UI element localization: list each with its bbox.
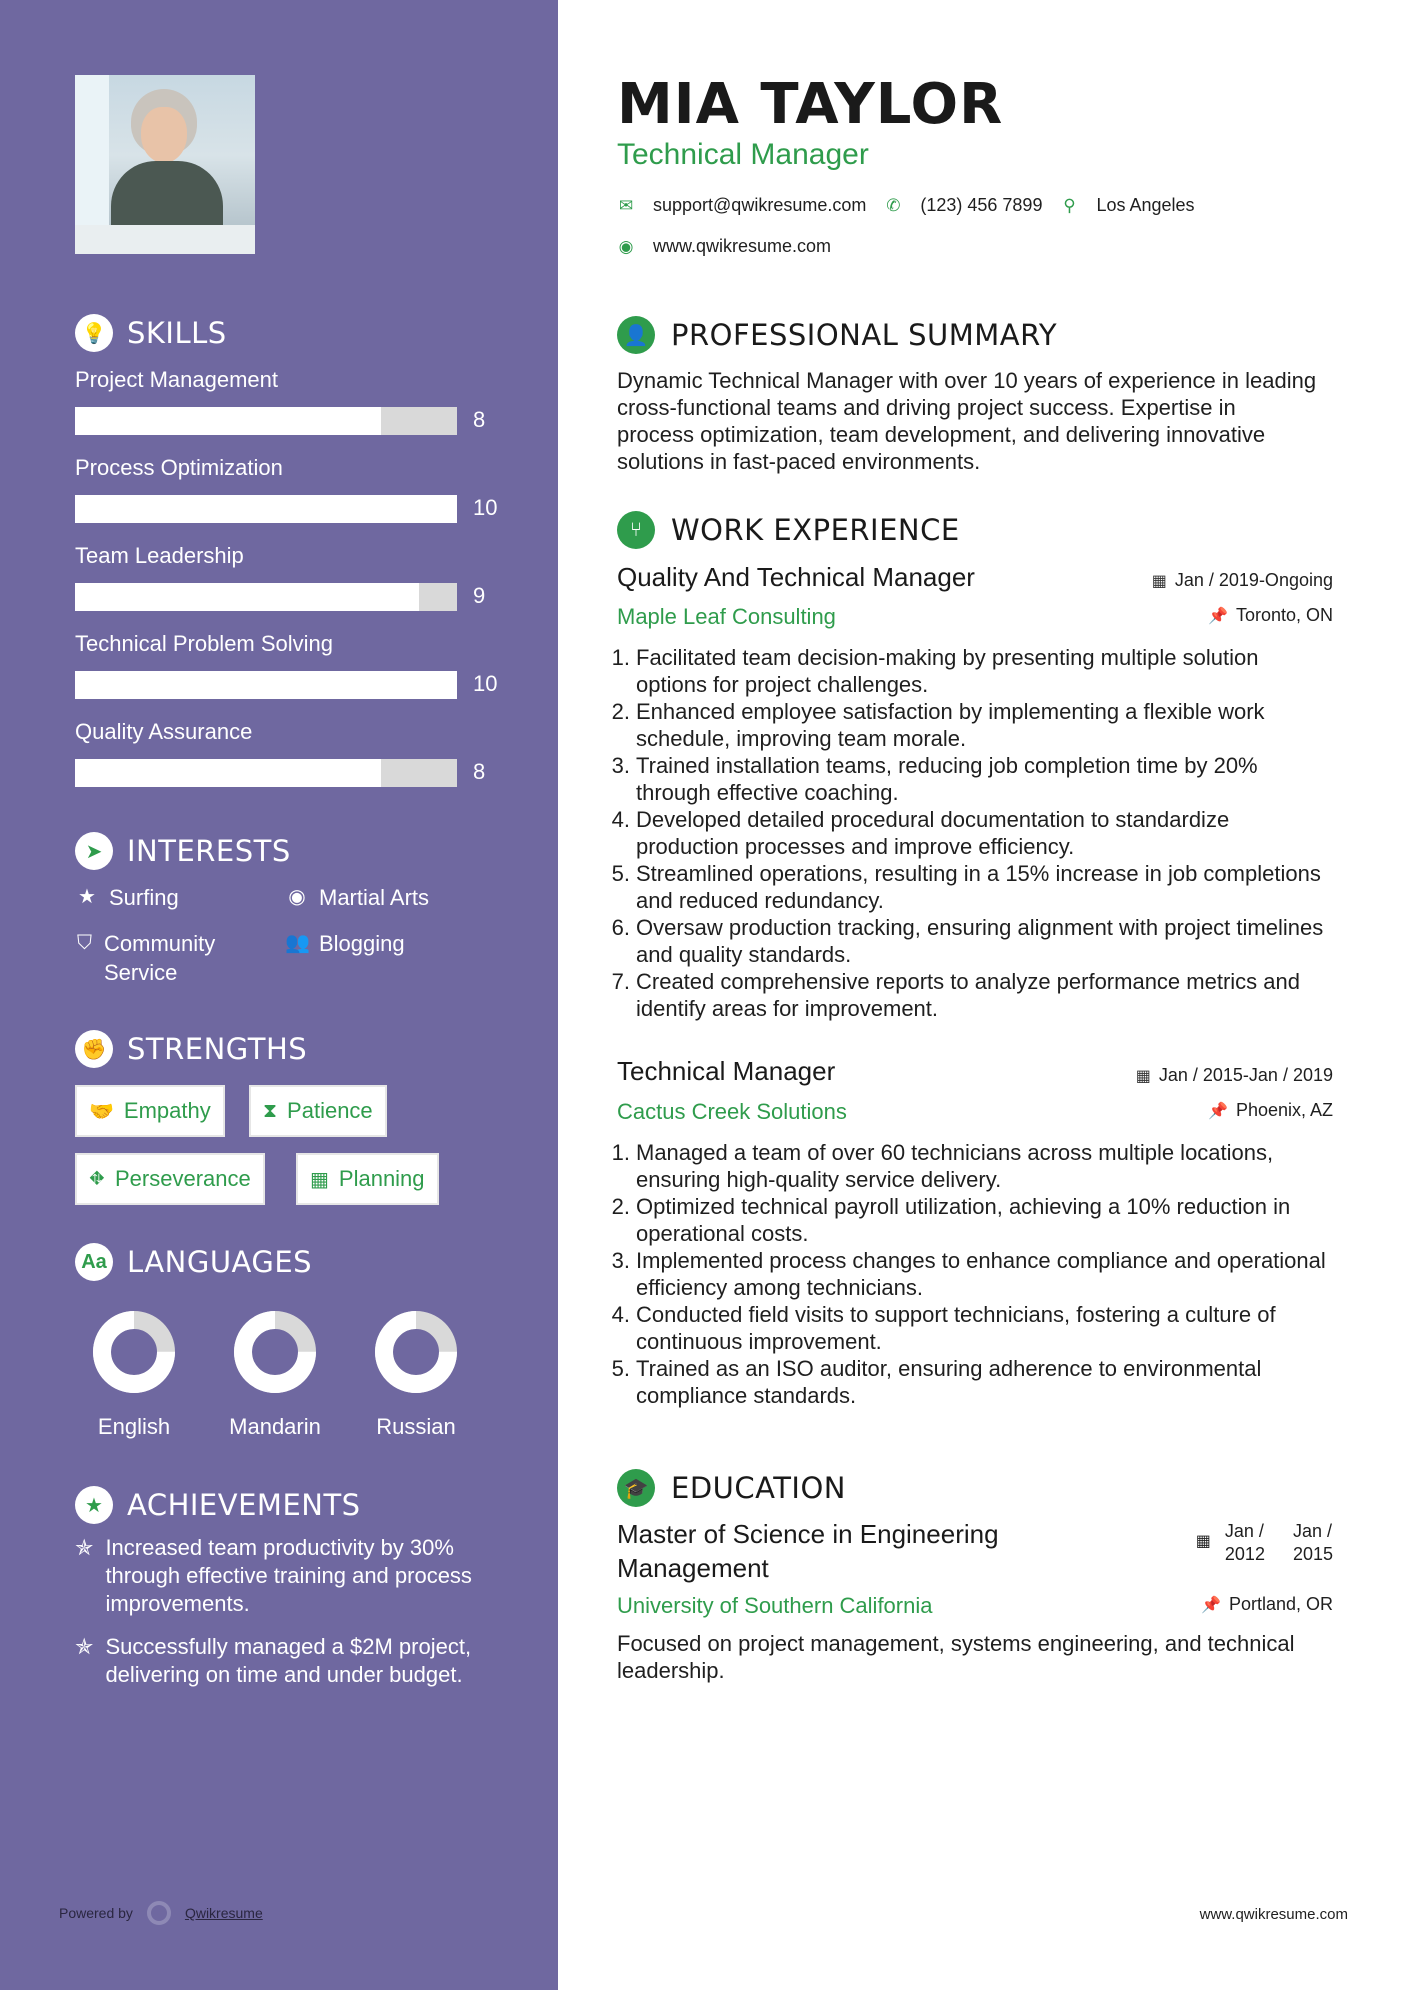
bullet-text: Developed detailed procedural documentation to standardize production processes and improve efficiency. [636,807,1230,859]
skill-value: 8 [473,407,486,432]
job-dates [1136,1065,1333,1086]
shield-icon: ⛉ [77,932,92,954]
experience-heading: WORK EXPERIENCE [671,513,960,547]
list-item: 5. Streamlined operations, resulting in a 15% increase in job completions and reduced redundancy. [606,860,1326,914]
date-line: Jan / [1292,1521,1332,1541]
language-ring [374,1310,458,1394]
qwikresume-logo-icon [147,1901,171,1925]
skill-value: 10 [473,495,498,520]
contact-location: Los Angeles [1096,195,1195,215]
interest-item [75,883,179,912]
education-section-title [617,1469,846,1507]
envelope-icon: ✉ [618,195,634,215]
calendar-icon: ▦ [310,1168,329,1191]
job-location [1208,1100,1333,1121]
strength-label: Perseverance [115,1166,251,1191]
interests-section-title [75,832,291,870]
interest-label: Community Service [104,931,216,985]
list-item: 3. Implemented process changes to enhance compliance and operational efficiency among technicians. [611,1248,1326,1300]
skill-bar [75,759,457,787]
contact-row-website [617,236,831,257]
date-line: Jan / [1224,1521,1264,1541]
strengths-heading: STRENGTHS [127,1032,308,1066]
summary-text: Dynamic Technical Manager with over 10 years of experience in leading cross-functional teams and driving project success. Expertise in process optimization, team development, and delivering innovative solutions in fast-paced environments. [617,368,1317,474]
powered-by-label: Powered by [59,1905,133,1921]
skill-value: 9 [473,583,486,608]
achievement-text: Increased team productivity by 30% through effective training and process improvements. [105,1535,472,1616]
location-pin-icon: ⚲ [1063,195,1076,215]
job-location-text: Toronto, ON [1235,605,1333,625]
skill-label: Process Optimization [75,455,283,480]
list-item: 5. Trained as an ISO auditor, ensuring adherence to environmental compliance standards. [606,1355,1326,1409]
pin-icon: 📌 [1201,1596,1221,1614]
star-icon: ✯ [75,1535,94,1560]
job-location [1208,605,1333,626]
bullet-text: Streamlined operations, resulting in a 15% increase in job completions and reduced redundancy. [636,861,1321,913]
star-badge-icon: ★ [75,1486,113,1524]
list-item: 1. Facilitated team decision-making by presenting multiple solution options for project challenges. [606,644,1326,698]
achievement-item [75,1633,495,1689]
qwikresume-link[interactable]: Qwikresume [184,1905,263,1921]
degree-line: Management [617,1553,769,1583]
calendar-icon: ▦ [1151,572,1167,590]
date-line: 2015 [1292,1544,1333,1564]
achievements-heading: ACHIEVEMENTS [127,1488,361,1522]
bullet-text: Created comprehensive reports to analyze performance metrics and identify areas for improvement. [636,969,1300,1021]
skill-label: Quality Assurance [75,719,253,744]
contact-website[interactable]: www.qwikresume.com [653,236,832,256]
phone-icon: ✆ [886,195,901,215]
language-ring [233,1310,317,1394]
users-icon: 👥 [285,932,310,954]
job-bullets [606,644,1326,1022]
strength-badge [75,1153,265,1205]
strength-badge [249,1085,387,1137]
interests-heading: INTERESTS [127,834,291,868]
strengths-section-title [75,1030,307,1068]
powered-by [59,1901,263,1925]
job-dates-text: Jan / 2015-Jan / 2019 [1158,1065,1333,1085]
strength-label: Planning [338,1166,425,1191]
achievements-section-title [75,1486,361,1524]
bullet-text: Facilitated team decision-making by presenting multiple solution options for project challenges. [636,645,1259,697]
job-bullets [606,1139,1326,1409]
skill-bar [75,583,457,611]
summary-heading: PROFESSIONAL SUMMARY [671,318,1058,352]
education-heading: EDUCATION [671,1471,847,1505]
bullet-text: Trained as an ISO auditor, ensuring adherence to environmental compliance standards. [636,1356,1262,1408]
interest-label: Blogging [319,931,405,956]
language-ring [92,1310,176,1394]
interest-label: Martial Arts [319,885,430,910]
bullet-text: Oversaw production tracking, ensuring alignment with project timelines and quality standards. [636,915,1324,967]
office-chair-icon: ⑂ [617,511,655,549]
contact-phone: (123) 456 7899 [920,195,1043,215]
education-school: University of Southern California [617,1593,933,1618]
summary-section-title [617,316,1057,354]
skill-value: 10 [473,671,498,696]
candidate-name: MIA TAYLOR [617,72,1004,137]
degree-line: Master of Science in Engineering [617,1519,999,1549]
handshake-icon: 🤝 [89,1100,114,1123]
strength-label: Empathy [123,1098,211,1123]
list-item: 7. Created comprehensive reports to analyze performance metrics and identify areas for improvement. [606,968,1326,1022]
education-degree [617,1517,999,1585]
language-label: Mandarin [229,1414,321,1439]
education-text: Focused on project management, systems engineering, and technical leadership. [617,1631,1295,1683]
road-icon: ⛖ [89,1167,105,1190]
globe-icon: ◉ [618,236,634,256]
job-title: Technical Manager [617,1056,836,1086]
skills-heading: SKILLS [127,316,227,350]
education-location-text: Portland, OR [1228,1594,1333,1614]
skills-section-title [75,314,227,352]
skill-label: Project Management [75,367,278,392]
languages-heading: LANGUAGES [127,1245,313,1279]
bullet-text: Optimized technical payroll utilization, achieving a 10% reduction in operational costs. [636,1194,1291,1246]
bullet-text: Enhanced employee satisfaction by implementing a flexible work schedule, improving team morale. [636,699,1265,751]
graduate-icon: 🎓 [617,1469,655,1507]
languages-section-title [75,1243,312,1281]
star-icon: ✯ [75,1634,94,1659]
education-start [1225,1520,1265,1566]
skill-bar [75,407,457,435]
footer-url[interactable]: www.qwikresume.com [1199,1906,1348,1923]
skill-label: Team Leadership [75,543,244,568]
interest-item [285,929,405,958]
job-dates [1152,570,1333,591]
list-item: 2. Optimized technical payroll utilization, achieving a 10% reduction in operational costs. [606,1193,1326,1247]
strength-badge [75,1085,225,1137]
interest-item [285,883,429,912]
skill-bar [75,495,457,523]
achievement-text: Successfully managed a $2M project, delivering on time and under budget. [105,1634,472,1687]
skill-bar [75,671,457,699]
list-item: 2. Enhanced employee satisfaction by implementing a flexible work schedule, improving team morale. [606,698,1326,752]
experience-section-title [617,511,960,549]
calendar-icon: ▦ [1195,1533,1211,1550]
fist-icon: ✊ [75,1030,113,1068]
strength-badge [296,1153,439,1205]
job-dates-text: Jan / 2019-Ongoing [1174,570,1333,590]
star-icon: ★ [78,886,96,908]
education-end [1279,1520,1333,1566]
paper-plane-icon: ➤ [75,832,113,870]
sidebar [0,0,558,1990]
bullet-text: Trained installation teams, reducing job completion time by 20% through effective coaching. [636,753,1258,805]
list-item: 4. Developed detailed procedural documentation to standardize production processes and improve efficiency. [606,806,1326,860]
calendar-icon: ▦ [1135,1067,1151,1085]
job-company: Maple Leaf Consulting [617,604,836,629]
pin-icon: 📌 [1208,607,1228,625]
bullet-text: Implemented process changes to enhance compliance and operational efficiency among technicians. [636,1248,1326,1300]
bullet-text: Conducted field visits to support technicians, fostering a culture of continuous improvement. [636,1302,1276,1354]
job-location-text: Phoenix, AZ [1235,1100,1333,1120]
list-item: 1. Managed a team of over 60 technicians across multiple locations, ensuring high-quality service delivery. [606,1139,1326,1193]
education-location [1201,1594,1333,1615]
pin-icon: 📌 [1208,1102,1228,1120]
list-item: 4. Conducted field visits to support technicians, fostering a culture of continuous improvement. [606,1301,1326,1355]
profile-photo [75,75,255,254]
globe-icon: ◉ [288,886,306,908]
contact-email[interactable]: support@qwikresume.com [653,195,867,215]
list-item: 3. Trained installation teams, reducing job completion time by 20% through effective coaching. [606,752,1326,806]
achievement-item [75,1534,495,1618]
interest-item [75,929,255,987]
language-label: Russian [376,1414,456,1439]
date-line: 2012 [1224,1544,1265,1564]
interest-label: Surfing [109,885,179,910]
strength-label: Patience [287,1098,373,1123]
job-company: Cactus Creek Solutions [617,1099,847,1124]
candidate-title: Technical Manager [617,138,869,171]
skill-value: 8 [473,759,486,784]
hourglass-icon: ⧗ [263,1099,278,1122]
lightbulb-icon: 💡 [75,314,113,352]
language-icon: Aa [75,1243,113,1281]
skill-label: Technical Problem Solving [75,631,334,656]
job-title: Quality And Technical Manager [617,562,975,592]
user-icon: 👤 [617,316,655,354]
bullet-text: Managed a team of over 60 technicians across multiple locations, ensuring high-quality service delivery. [636,1140,1274,1192]
contact-row [617,195,1195,216]
language-label: English [97,1414,171,1439]
list-item: 6. Oversaw production tracking, ensuring alignment with project timelines and quality standards. [606,914,1326,968]
education-dates [1196,1520,1333,1566]
